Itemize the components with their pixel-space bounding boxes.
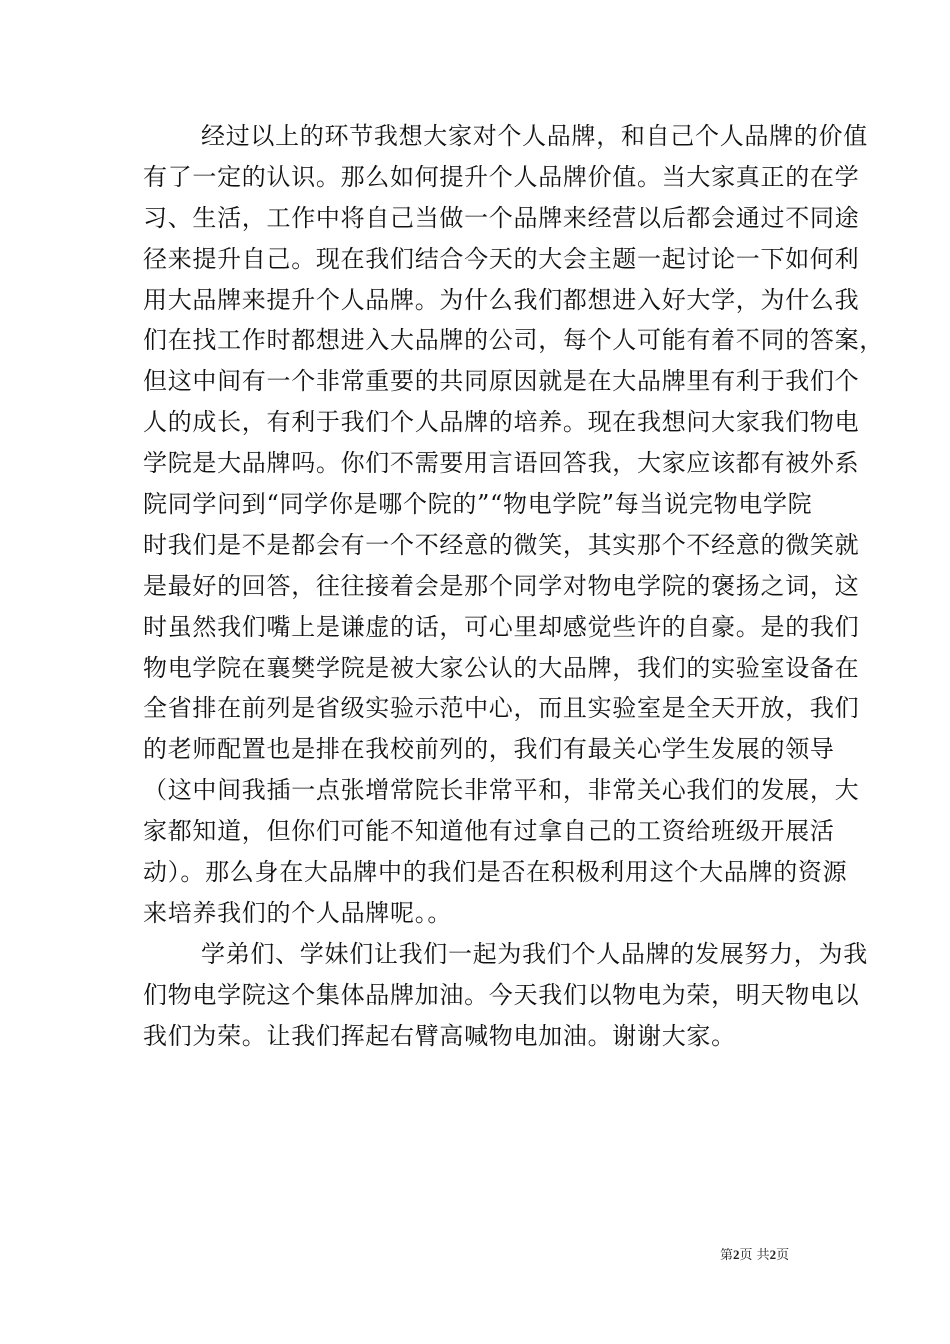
paragraph-1-line-17: （这中间我插一点张增常院长非常平和，非常关心我们的发展，大 [143,776,860,805]
paragraph-1-line-14: 物电学院在襄樊学院是被大家公认的大品牌，我们的实验室设备在 [143,653,860,682]
paragraph-1-line-15: 全省排在前列是省级实验示范中心，而且实验室是全天开放，我们 [143,694,860,723]
paragraph-1-line-20: 来培养我们的个人品牌呢。。 [143,898,453,927]
paragraph-1-line-5: 用大品牌来提升个人品牌。为什么我们都想进入好大学，为什么我 [143,285,860,314]
paragraph-1-line-16: 的老师配置也是排在我校前列的，我们有最关心学生发展的领导 [143,735,835,764]
footer-prefix: 第 [720,1248,734,1263]
body-text [143,116,884,1056]
paragraph-1-line-8: 人的成长，有利于我们个人品牌的培养。现在我想问大家我们物电 [143,408,860,437]
total-pages-number: 2 [769,1247,777,1262]
paragraph-2-line-3: 我们为荣。让我们挥起右臂高喊物电加油。谢谢大家。 [143,1021,736,1050]
paragraph-2-line-1: 学弟们、学妹们让我们一起为我们个人品牌的发展努力，为我 [201,939,868,968]
paragraph-1-line-7: 但这中间有一个非常重要的共同原因就是在大品牌里有利于我们个 [143,367,860,396]
paragraph-1-line-1: 经过以上的环节我想大家对个人品牌，和自己个人品牌的价值 [201,122,868,150]
paragraph-1-line-6: 们在找工作时都想进入大品牌的公司，每个人可能有着不同的答案， [143,326,884,355]
paragraph-2-line-2: 们物电学院这个集体品牌加油。今天我们以物电为荣，明天物电以 [143,980,860,1009]
current-page-number: 2 [733,1247,740,1262]
paragraph-1-line-10: 院同学问到“同学你是哪个院的”“物电学院”每当说完物电学院 [143,490,813,519]
paragraph-1-line-18: 家都知道，但你们可能不知道他有过拿自己的工资给班级开展活 [143,817,835,846]
paragraph-1-line-2: 有了一定的认识。那么如何提升个人品牌价值。当大家真正的在学 [143,162,860,191]
footer-middle: 页 共 [739,1248,770,1263]
paragraph-1-line-4: 径来提升自己。现在我们结合今天的大会主题一起讨论一下如何利 [143,244,860,273]
paragraph-1-line-19: 动）。那么身在大品牌中的我们是否在积极利用这个大品牌的资源 [143,858,848,887]
paragraph-1-line-12: 是最好的回答，往往接着会是那个同学对物电学院的褒扬之词，这 [143,571,860,600]
paragraph-1-line-9: 学院是大品牌吗。你们不需要用言语回答我，大家应该都有被外系 [143,449,860,478]
page-footer [720,1246,820,1265]
paragraph-1-line-13: 时虽然我们嘴上是谦虚的话，可心里却感觉些许的自豪。是的我们 [143,612,860,641]
footer-suffix: 页 [776,1248,790,1263]
paragraph-1-line-11: 时我们是不是都会有一个不经意的微笑，其实那个不经意的微笑就 [143,530,860,559]
paragraph-1-line-3: 习、生活，工作中将自己当做一个品牌来经营以后都会通过不同途 [143,203,860,232]
